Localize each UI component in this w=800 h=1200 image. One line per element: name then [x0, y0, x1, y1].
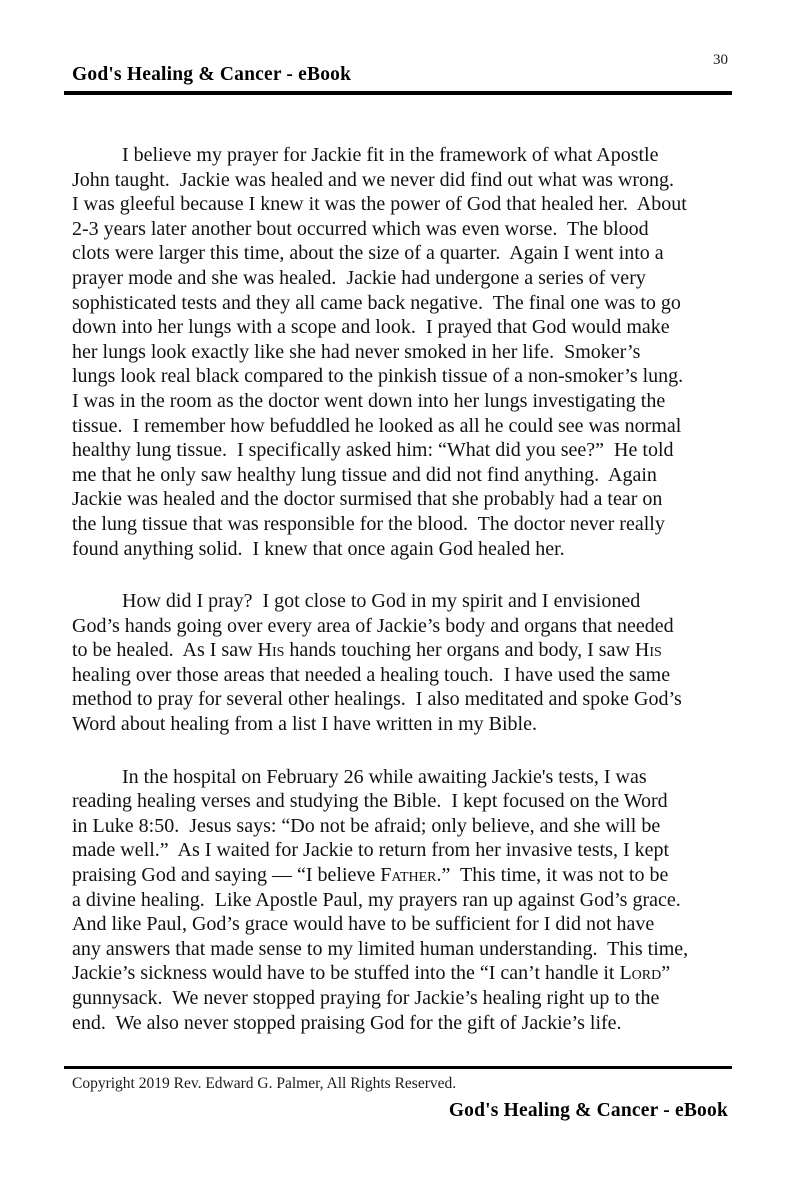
body-line-text: end. We also never stopped praising God for the gift of Jackie’s life.	[72, 1011, 622, 1034]
body-line-text: sophisticated tests and they all came back negative. The final one was to go	[72, 291, 681, 314]
body-line-text: How did I pray? I got close to God in my spirit and I envisioned	[122, 590, 641, 613]
body-line-text: Jackie was healed and the doctor surmised that she probably had a tear on	[72, 488, 663, 511]
body-line-text: the lung tissue that was responsible for the blood. The doctor never really	[72, 512, 665, 535]
copyright-text: Copyright 2019 Rev. Edward G. Palmer, All Rights Reserved.	[72, 1075, 457, 1092]
body-line-text: method to pray for several other healings. I also meditated and spoke God’s	[72, 688, 682, 711]
smallcaps-text: Lord	[619, 962, 662, 985]
body-line-text: reading healing verses and studying the Bible. I kept focused on the Word	[72, 790, 668, 813]
body-line-text: a divine healing. Like Apostle Paul, my prayers ran up against God’s grace.	[72, 888, 681, 911]
body-line-text: I was in the room as the doctor went down into her lungs investigating the	[72, 389, 666, 412]
body-line-text: God’s hands going over every area of Jackie’s body and organs that needed	[72, 614, 674, 637]
body-line-text: praising God and saying — “I believe	[72, 864, 381, 887]
paragraph-2	[72, 589, 740, 737]
header-title: God's Healing & Cancer - eBook	[72, 64, 352, 85]
body-line-text: healing over those areas that needed a healing touch. I have used the same	[72, 663, 671, 686]
body-line-text: I believe my prayer for Jackie fit in the framework of what Apostle	[122, 144, 659, 166]
body-line-text: Jackie’s sickness would have to be stuffed into the “I can’t handle it	[72, 962, 620, 985]
body-line-text: John taught. Jackie was healed and we never did find out what was wrong.	[72, 168, 675, 191]
body-line-text: her lungs look exactly like she had never smoked in her life. Smoker’s	[72, 340, 641, 363]
body-line-text: .” This time, it was not to be	[436, 864, 669, 887]
body-line-text: tissue. I remember how befuddled he looked as all he could see was normal	[72, 414, 682, 437]
smallcaps-text: His	[634, 639, 662, 662]
paragraph-1	[72, 143, 740, 561]
footer-rule	[64, 1066, 732, 1069]
body-line-text: 2-3 years later another bout occurred which was even worse. The blood	[72, 217, 649, 240]
body-line-text: Word about healing from a list I have written in my Bible.	[72, 713, 537, 736]
body-text	[72, 143, 740, 1063]
body-line-text: down into her lungs with a scope and look. I prayed that God would make	[72, 316, 670, 339]
body-line-text: healthy lung tissue. I specifically asked him: “What did you see?” He told	[72, 439, 674, 462]
body-line-text: lungs look real black compared to the pinkish tissue of a non-smoker’s lung.	[72, 365, 684, 388]
smallcaps-text: His	[257, 639, 285, 662]
body-line-text: prayer mode and she was healed. Jackie had undergone a series of very	[72, 266, 646, 289]
body-line-text: found anything solid. I knew that once again God healed her.	[72, 537, 565, 560]
body-line-text: any answers that made sense to my limited human understanding. This time,	[72, 937, 689, 960]
body-line-text: gunnysack. We never stopped praying for Jackie’s healing right up to the	[72, 987, 660, 1009]
page-number: 30	[713, 52, 728, 68]
paragraph-3	[72, 765, 740, 1036]
body-line-text: made well.” As I waited for Jackie to return from her invasive tests, I kept	[72, 839, 670, 862]
body-line-text: And like Paul, God’s grace would have to be sufficient for I did not have	[72, 913, 655, 936]
body-line-text: In the hospital on February 26 while awaiting Jackie's tests, I was	[122, 765, 647, 788]
smallcaps-text: Father	[380, 864, 437, 887]
body-line-text: to be healed. As I saw	[72, 639, 258, 662]
body-line-text: me that he only saw healthy lung tissue and did not find anything. Again	[72, 463, 657, 486]
footer-title: God's Healing & Cancer - eBook	[448, 1100, 728, 1121]
body-line-text: I was gleeful because I knew it was the power of God that healed her. About	[72, 193, 687, 216]
body-line-text: ”	[661, 962, 671, 985]
header-rule	[64, 91, 732, 95]
body-line-text: hands touching her organs and body, I saw	[284, 639, 635, 662]
body-line-text: in Luke 8:50. Jesus says: “Do not be afraid; only believe, and she will be	[72, 814, 661, 837]
body-line-text: clots were larger this time, about the size of a quarter. Again I went into a	[72, 242, 664, 265]
